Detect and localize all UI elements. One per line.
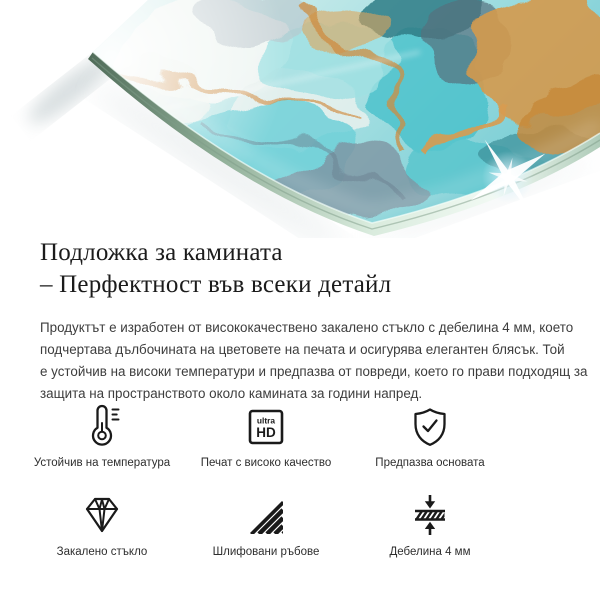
product-description-section <box>40 237 588 405</box>
feature-temperature-resistant <box>20 402 184 469</box>
ultra-hd-icon <box>245 406 287 448</box>
feature-label: Дебелина 4 мм <box>389 546 471 558</box>
feature-thickness <box>348 491 512 558</box>
feature-polished-edges <box>184 491 348 558</box>
ultra-hd-icon-text-ultra: ultra <box>256 415 276 426</box>
product-description <box>40 317 588 405</box>
description-line: защита на пространството около камината за години напред. <box>40 386 423 401</box>
description-line: Продуктът е изработен от висококачествено закалено стъкло с дебелина 4 мм, което <box>40 320 574 335</box>
product-hero-image <box>0 0 600 238</box>
features-grid <box>20 402 512 558</box>
page-title <box>40 237 588 301</box>
description-line: подчертава дълбочината на цветовете на печата и осигурява елегантен блясък. Той <box>40 342 565 357</box>
thermometer-icon <box>79 402 125 448</box>
feature-label: Шлифовани ръбове <box>212 546 320 558</box>
feature-tempered-glass <box>20 491 184 558</box>
ultra-hd-icon-text-hd: HD <box>256 425 276 440</box>
glass-panel-illustration <box>0 0 600 238</box>
feature-label: Печат с високо качество <box>200 457 332 469</box>
thickness-icon <box>408 493 452 537</box>
polished-edges-icon <box>246 497 286 537</box>
page-title-line2: – Перфектност във всеки детайл <box>40 271 392 298</box>
feature-label: Устойчив на температура <box>33 457 171 469</box>
feature-print-quality <box>184 402 348 469</box>
shield-check-icon <box>409 406 451 448</box>
feature-protects-base <box>348 402 512 469</box>
feature-label: Предпазва основата <box>375 457 485 469</box>
feature-label: Закалено стъкло <box>56 546 148 558</box>
description-line: е устойчив на високи температури и предпазва от повреди, което го прави подходящ за <box>40 364 588 379</box>
page-title-line1: Подложка за камината <box>40 239 283 266</box>
diamond-icon <box>79 493 125 537</box>
